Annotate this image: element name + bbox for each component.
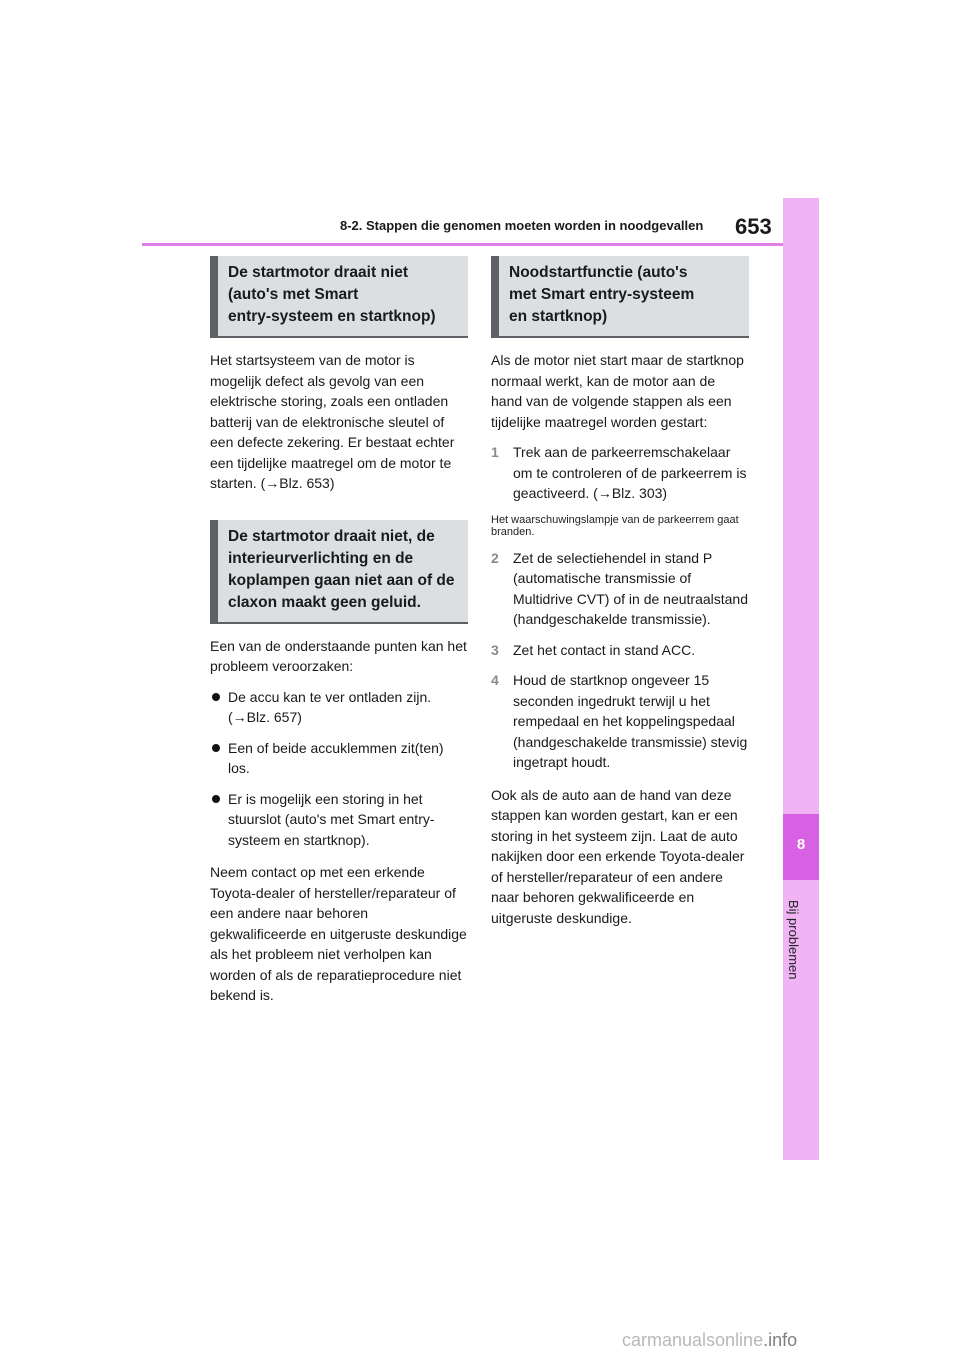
step-item [491, 442, 749, 504]
heading-line: Noodstartfunctie (auto's [509, 264, 688, 281]
heading-starter-not-turning [210, 256, 468, 338]
heading-line: (auto's met Smart [228, 286, 359, 303]
heading-line: De startmotor draait niet, de [228, 527, 435, 545]
heading-line: koplampen gaan niet aan of de [228, 571, 455, 589]
list-item-text: Er is mogelijk een storing in het stuurslot (auto's met Smart entry-systeem en startknop). [228, 790, 435, 848]
step-text: Trek aan de parkeerremschakelaar om te controleren of de parkeerrem is geactiveerd. (→Blz. 303) [513, 444, 747, 501]
step-text: Zet de selectiehendel in stand P (automatische transmissie of Multidrive CVT) of in de neutraalstand (handgeschakelde transmissie). [513, 549, 748, 627]
header-divider [142, 243, 783, 246]
right-column [491, 256, 749, 928]
watermark-suffix: .info [763, 1330, 798, 1350]
step-number: 4 [491, 672, 499, 688]
note-parking-brake-light: Het waarschuwingslampje van de parkeerrem gaat branden. [491, 513, 739, 538]
bullet-icon [212, 744, 220, 752]
heading-line: en startknop) [509, 308, 608, 325]
left-column [210, 256, 468, 1006]
heading-line: met Smart entry-systeem [509, 286, 695, 303]
chapter-label-wrap [786, 900, 816, 1020]
step-number: 3 [491, 641, 499, 658]
paragraph-have-checked: Ook als de auto aan de hand van deze stappen kan worden gestart, kan er een storing in het systeem zijn. Laat de auto nakijken door een erkende Toyota-dealer of hersteller/reparateur of een andere naar behoren gekwalificeerde en uitgeruste deskundige. [491, 786, 745, 926]
paragraph-start-system-defect: Het startsysteem van de motor is mogelijk defect als gevolg van een elektrische storing, zoals een ontladen batterij van de elektronische sleutel of een defecte zekering. Er bestaat echter een tijdelijke maatregel om de motor te starten. (→Blz. 653) [210, 352, 455, 491]
paragraph-contact-dealer: Neem contact op met een erkende Toyota-dealer of hersteller/reparateur of een andere naar behoren gekwalificeerde en uitgeruste deskundige als het probleem niet verholpen kan worden of als de reparatieprocedure niet bekend is. [210, 864, 467, 1003]
list-item [210, 738, 468, 779]
step-item [491, 548, 749, 630]
list-item-text: De accu kan te ver ontladen zijn. (→Blz. 657) [228, 688, 432, 725]
step-item [491, 640, 749, 661]
list-item [210, 789, 468, 851]
step-item [491, 670, 749, 773]
step-number: 1 [491, 444, 499, 460]
heading-line: entry-systeem en startknop) [228, 308, 436, 325]
paragraph-possible-causes: Een van de onderstaande punten kan het probleem veroorzaken: [210, 637, 467, 674]
heading-line: interieurverlichting en de [228, 549, 414, 567]
watermark-prefix: carmanualsonline [622, 1330, 764, 1350]
bullet-icon [212, 795, 220, 803]
heading-line: claxon maakt geen geluid. [228, 593, 421, 611]
heading-emergency-start [491, 256, 749, 338]
section-header-title: 8-2. Stappen die genomen moeten worden in noodgevallen [340, 218, 704, 233]
watermark [622, 1330, 797, 1351]
chapter-label: Bij problemen [786, 900, 801, 980]
bullet-icon [212, 693, 220, 701]
step-text: Houd de startknop ongeveer 15 seconden ingedrukt terwijl u het rempedaal en het koppelingspedaal (handgeschakelde transmissie) stevig ingetrapt houdt. [513, 672, 748, 770]
step-text: Zet het contact in stand ACC. [513, 641, 696, 658]
step-number: 2 [491, 549, 499, 566]
paragraph-emergency-intro: Als de motor niet start maar de startknop normaal werkt, kan de motor aan de hand van de volgende stappen als een tijdelijke maatregel worden gestart: [491, 352, 744, 430]
heading-line: De startmotor draait niet [228, 264, 409, 281]
chapter-number: 8 [796, 836, 806, 853]
list-item-text: Een of beide accuklemmen zit(ten) los. [228, 739, 444, 776]
page-number: 653 [735, 214, 772, 239]
list-item [210, 687, 468, 728]
heading-no-lights-no-horn [210, 520, 468, 624]
